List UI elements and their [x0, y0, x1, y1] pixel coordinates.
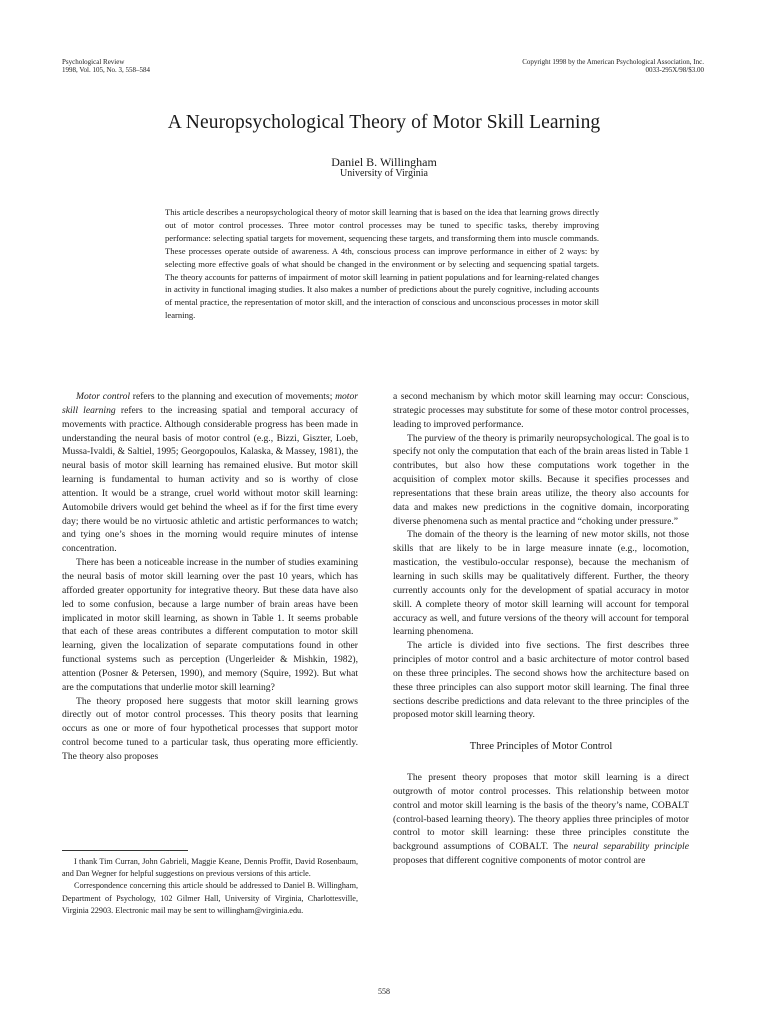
body-paragraph: The present theory proposes that motor skill learning is a direct outgrowth of motor control processes. This relationship between motor control and motor skill learning is the basis of the theory’s name, COBALT (control-based learning theory). The theory applies three principles of motor control to motor skill learning: these three principles constitute the background assumptions of COBALT. The neural separability principle proposes that different cognitive components of motor control are: [393, 772, 689, 867]
left-column: [62, 390, 358, 764]
page-number: 558: [378, 987, 390, 996]
body-paragraph: The theory proposed here suggests that motor skill learning grows directly out of motor control processes. This theory posits that learning occurs as one or more of four hypothetical processes that support motor control become tuned to a particular task, thus operating more efficiently. The theory also proposes: [62, 695, 358, 762]
right-column: [393, 390, 689, 868]
copyright-line: Copyright 1998 by the American Psychological Association, Inc.: [522, 58, 704, 66]
copyright-code: 0033-295X/98/$3.00: [645, 66, 704, 74]
abstract: This article describes a neuropsychological theory of motor skill learning that is based on the idea that learning grows directly out of motor control processes. Three motor control processes may be tuned to specific tasks, thereby improving performance: selecting spatial targets for movement, sequencing these targets, and transforming them into muscle commands. These processes operate outside of awareness. A 4th, conscious process can improve performance in either of 2 ways: by selecting more effective goals of what should be changed in the environment or by selecting and sequencing spatial targets. The theory accounts for patterns of impairment of motor skill learning in patient populations and for learning-related changes in activity in functional imaging studies. It also makes a number of predictions about the purely cognitive, including accounts of mental practice, the representation of motor skill, and the interaction of conscious and unconscious processes in motor skill learning.: [165, 207, 599, 321]
footnote-acknowledgment: I thank Tim Curran, John Gabrieli, Maggie Keane, Dennis Proffit, David Rosenbaum, and Dan Wegner for helpful suggestions on previous versions of this article.: [62, 857, 358, 879]
body-paragraph: There has been a noticeable increase in the number of studies examining the neural basis of motor skill learning over the past 10 years, which has afforded greater opportunity for integrative theory. But these data have also led to some confusion, because a large number of brain areas have been implicated in motor skill learning, as shown in Table 1. It seems probable that each of these areas contributes a different computation to motor skill learning, given the localization of separate computations found in other functional systems such as perception (Ungerleider & Mishkin, 1982), attention (Posner & Petersen, 1990), and memory (Squire, 1992). But what are the computations that underlie motor skill learning?: [62, 557, 358, 693]
journal-header: [62, 58, 150, 74]
footnote-divider: [62, 850, 188, 851]
term-motor-skill-learning: motor skill learning: [62, 391, 358, 416]
body-paragraph: The domain of the theory is the learning of new motor skills, not those skills that are likely to be in large measure innate (e.g., locomotion, mastication, the vestibulo-occular response), because the mechanism of learning in such skills may be qualitatively different. Further, the theory currently accounts only for the development of spatial accuracy in motor skill. A complete theory of motor skill learning will account for temporal accuracy as well, and future versions of the theory will account for temporal learning phenomena.: [393, 529, 689, 638]
term-motor-control: Motor control: [76, 391, 131, 402]
footnotes: [62, 856, 358, 917]
author-affiliation: University of Virginia: [340, 168, 428, 179]
article-title: A Neuropsychological Theory of Motor Skill Learning: [167, 112, 601, 133]
body-paragraph: The purview of the theory is primarily neuropsychological. The goal is to specify not only the computation that each of the brain areas listed in Table 1 contributes, but also how these computations work together in the acquisition of complex motor skills. Because it specifies processes and representations that these brain areas utilize, the theory also accounts for data and makes new predictions in the cognitive domain, incorporating diverse phenomena such as mental practice and “choking under pressure.”: [393, 432, 689, 527]
footnote-correspondence: Correspondence concerning this article should be addressed to Daniel B. Willingham, Department of Psychology, 102 Gilmer Hall, University of Virginia, Charlottesville, Virginia 22903. Electronic mail may be sent to willingham@virginia.edu.: [62, 881, 358, 915]
body-paragraph: a second mechanism by which motor skill learning may occur: Conscious, strategic processes may substitute for some of these motor control processes, leading to improved performance.: [393, 391, 689, 430]
journal-name: Psychological Review: [62, 58, 125, 66]
author-name: Daniel B. Willingham: [331, 155, 437, 169]
term-neural-separability: neural separability principle: [573, 841, 689, 853]
body-paragraph: Motor control refers to the planning and execution of movements; motor skill learning refers to the increasing spatial and temporal accuracy of movements with practice. Although considerable progress has been made in understanding the neural basis of motor control (e.g., Bizzi, Giszter, Loeb, Mussa-Ivaldi, & Saltiel, 1995; Georgopoulos, Kalaska, & Massey, 1981), the neural basis of motor skill learning has remained elusive. But motor skill learning is fundamental to human activity and so is worthy of close attention. It would be a strange, cruel world without motor skill learning: Automobile drivers would get behind the wheel as if for the first time every day; there would be no virtuosic athletic and artistic performances to watch; and tying one’s shoes in the morning would require minutes of intense concentration.: [62, 391, 358, 555]
journal-citation: 1998, Vol. 105, No. 3, 558–584: [62, 66, 151, 74]
copyright-header: [522, 58, 704, 74]
body-paragraph: The article is divided into five sections. The first describes three principles of motor control and a basic architecture of motor control based on these three principles. The second shows how the architecture based on these three principles can also support motor skill learning. The final three sections describe predictions and data relevant to the three principles of the proposed motor skill learning theory.: [393, 640, 689, 721]
section-heading: Three Principles of Motor Control: [469, 741, 613, 753]
